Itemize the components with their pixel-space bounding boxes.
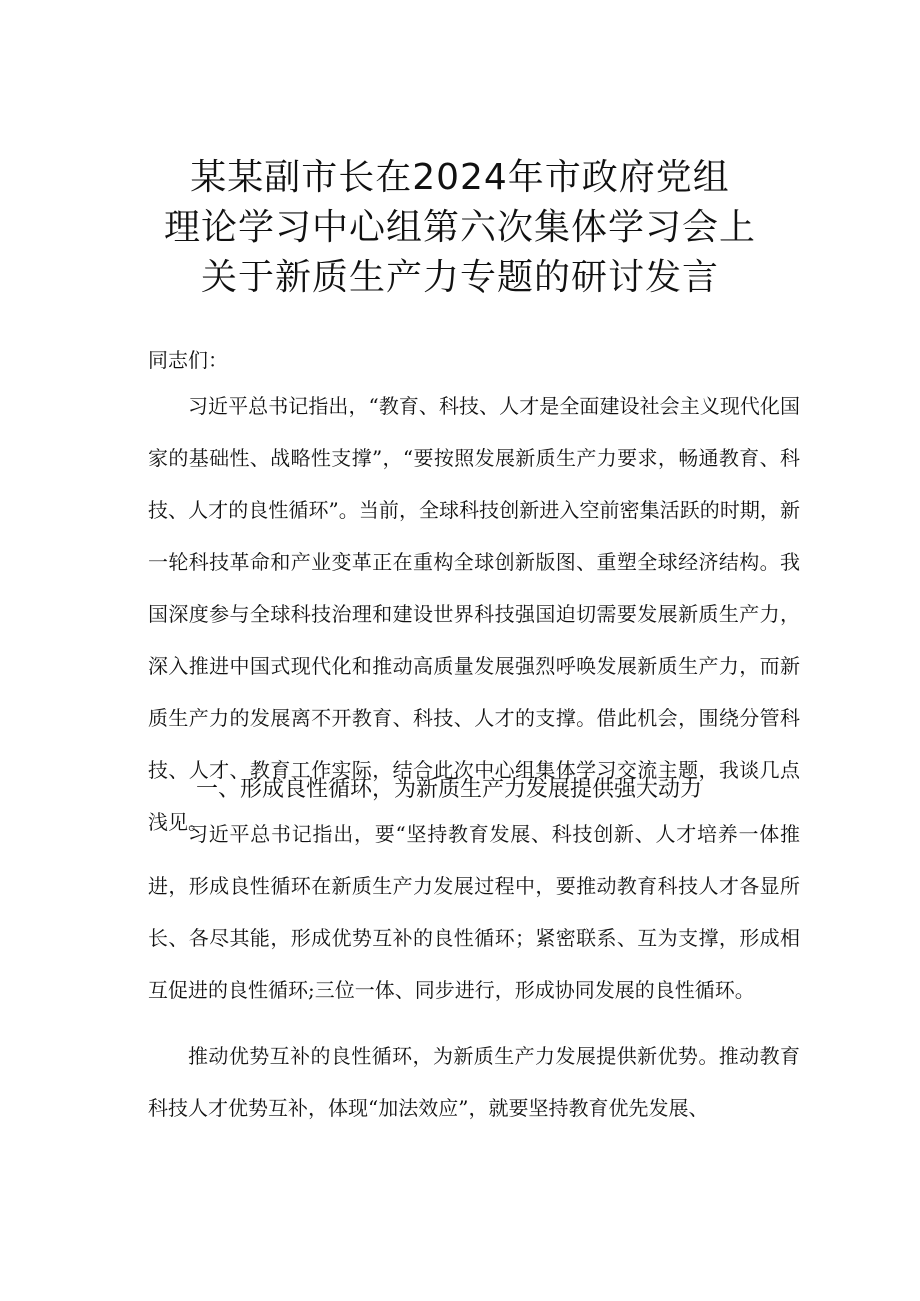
section-heading-1: 一、形成良性循环，为新质生产力发展提供强大动力 [196, 777, 703, 802]
document-title-line-1: 某某副市长在2024年市政府党组 [190, 157, 730, 198]
salutation: 同志们： [148, 348, 228, 372]
paragraph-section-1-continued: 推动优势互补的良性循环，为新质生产力发展提供新优势。推动教育科技人才优势互补，体现“加法效应”，就要坚持教育优先发展、 [148, 1044, 800, 1120]
paragraph-intro: 习近平总书记指出，“教育、科技、人才是全面建设社会主义现代化国家的基础性、战略性支撑”，“要按照发展新质生产力要求，畅通教育、科技、人才的良性循环”。当前，全球科技创新进入空前密集活跃的时期，新一轮科技革命和产业变革正在重构全球创新版图、重塑全球经济结构。我国深度参与全球科技治理和建设世界科技强国迫切需要发展新质生产力，深入推进中国式现代化和推动高质量发展强烈呼唤发展新质生产力，而新质生产力的发展离不开教育、科技、人才的支撑。借此机会，围绕分管科技、人才、教育工作实际，结合此次中心组集体学习交流主题，我谈几点浅见。 [148, 394, 800, 834]
document-title-line-3: 关于新质生产力专题的研讨发言 [200, 257, 719, 298]
paragraph-section-1: 习近平总书记指出，要“坚持教育发展、科技创新、人才培养一体推进，形成良性循环在新质生产力发展过程中，要推动教育科技人才各显所长、各尽其能，形成优势互补的良性循环；紧密联系、互为支撑，形成相互促进的良性循环;三位一体、同步进行，形成协同发展的良性循环。 [148, 822, 800, 1002]
document-title-line-2: 理论学习中心组第六次集体学习会上 [163, 207, 756, 248]
